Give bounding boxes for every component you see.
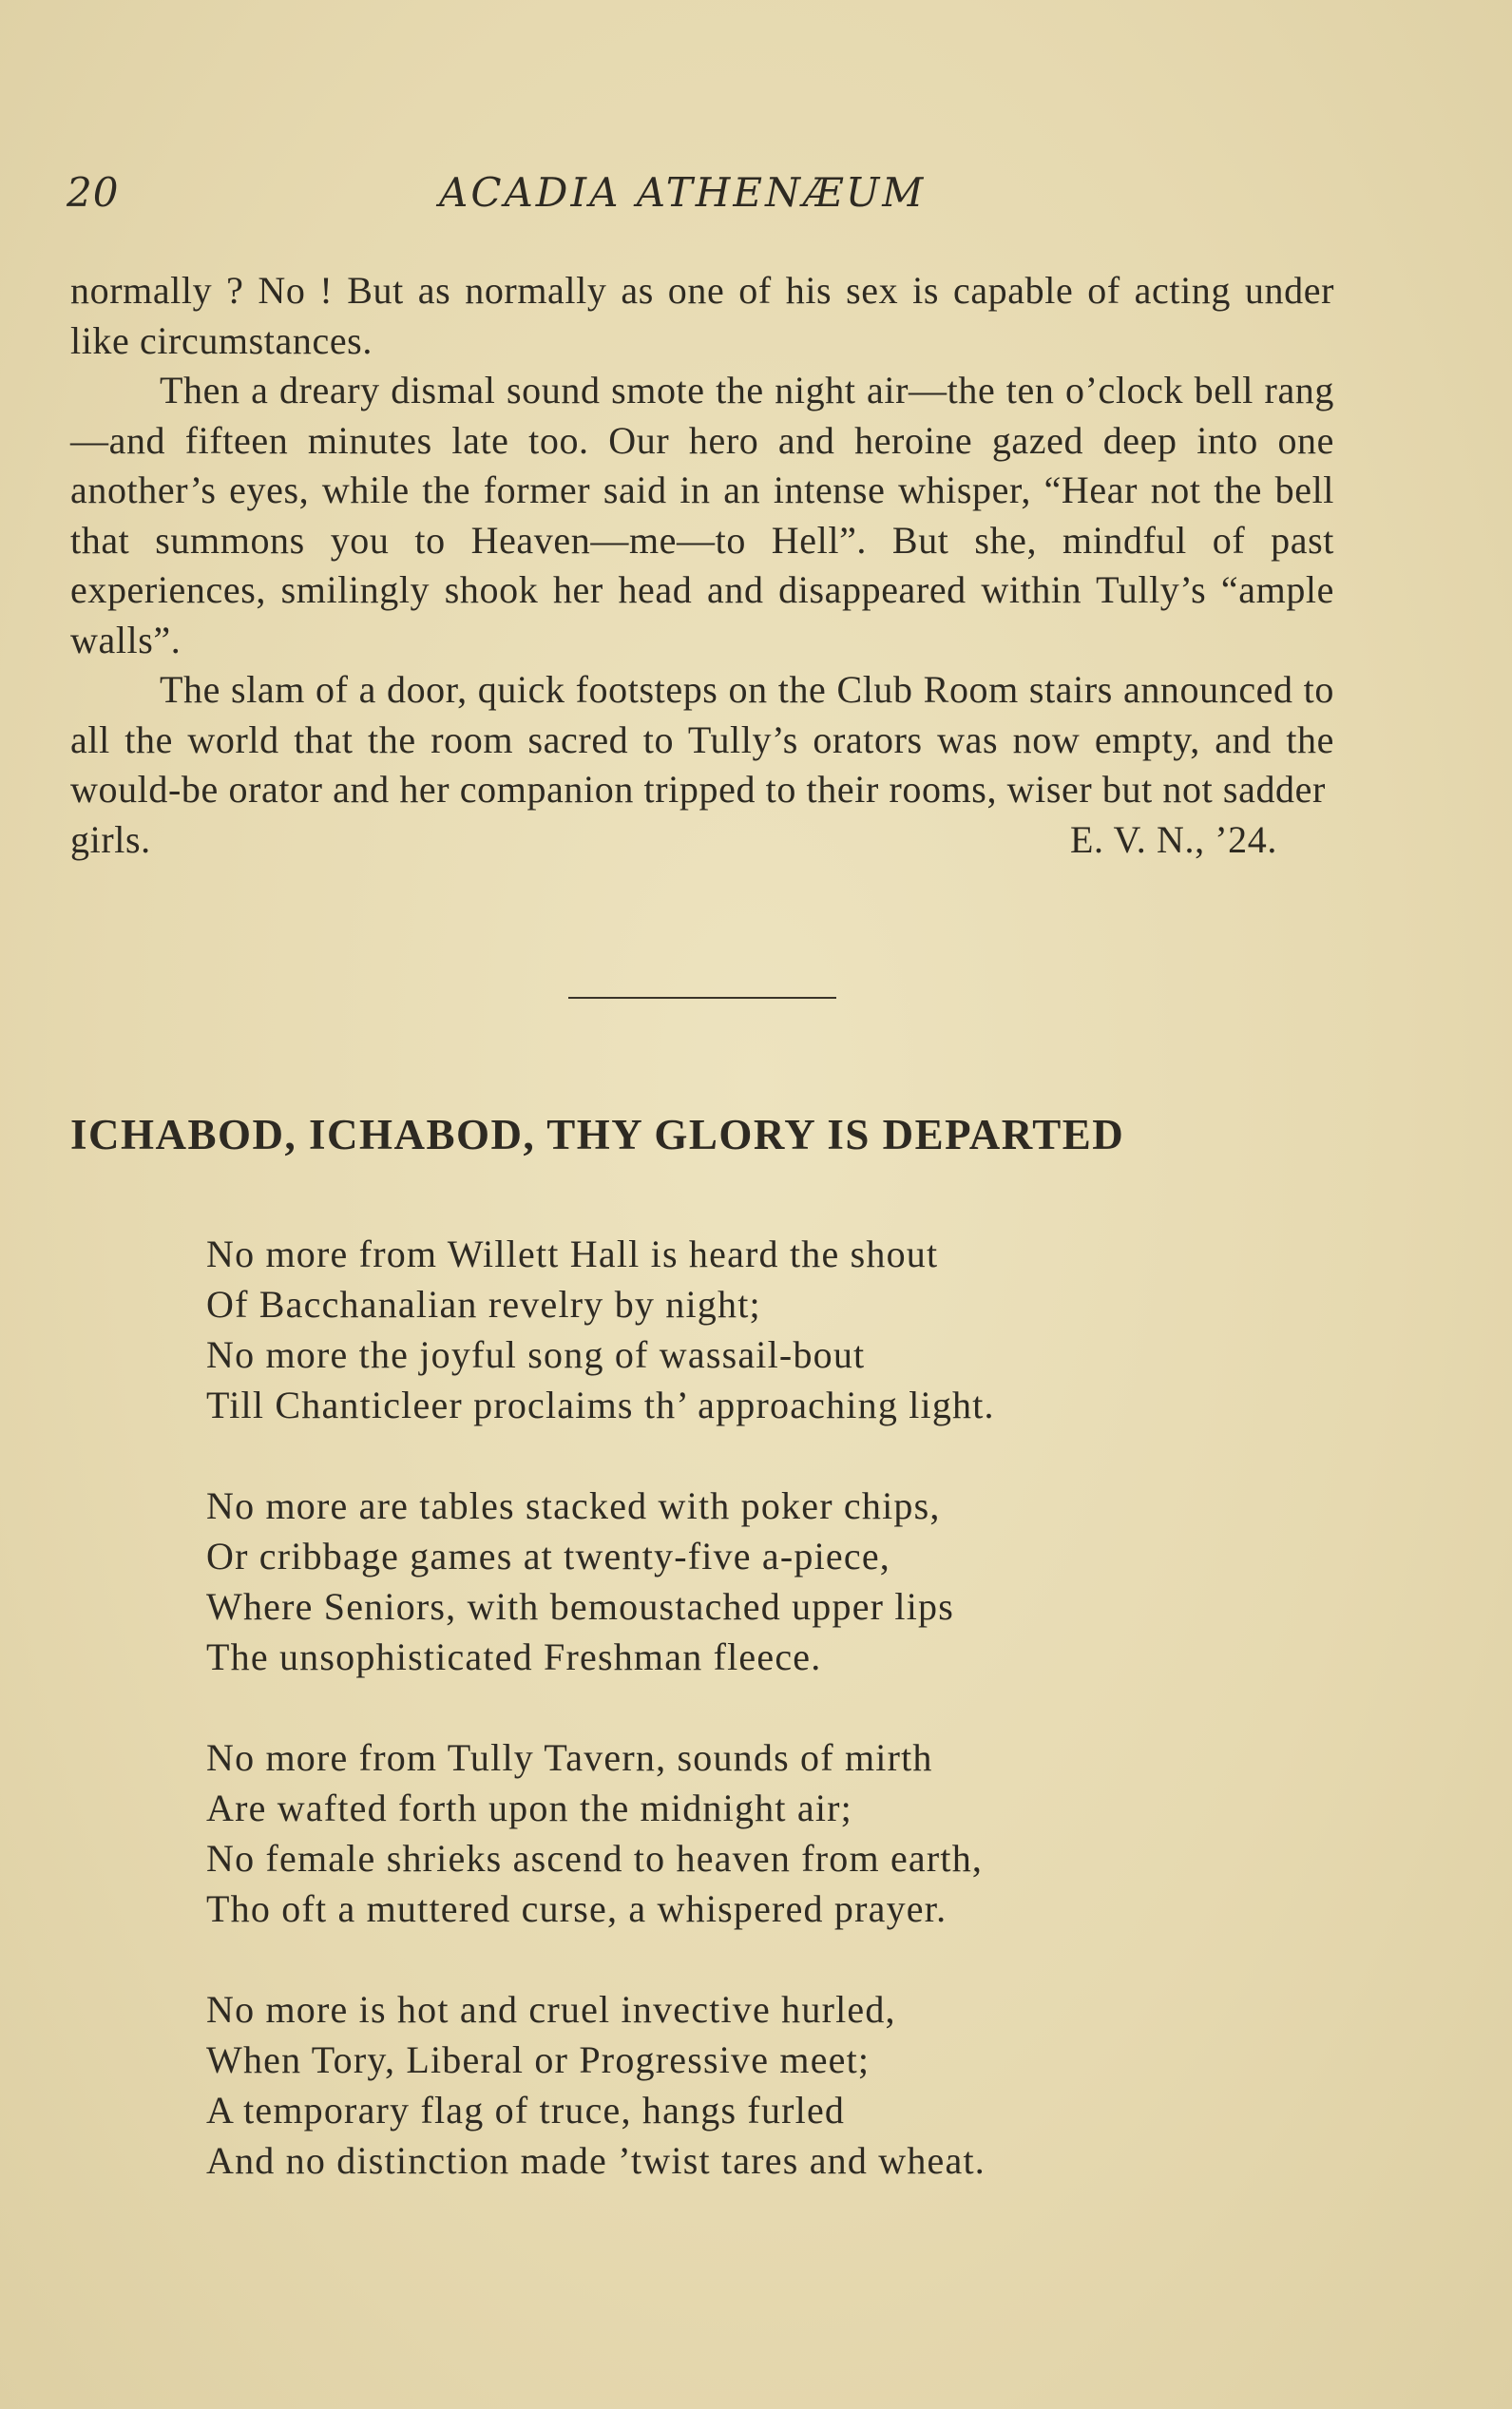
verse-line: Of Bacchanalian revelry by night; (206, 1283, 761, 1326)
verse-line: Till Chanticleer proclaims th’ approaching light. (206, 1384, 995, 1426)
prose-paragraph: Then a dreary dismal sound smote the night air—the ten o’clock bell rang—and fifteen minutes late too. Our hero and heroine gazed deep into one another’s eyes, while the former said in an intense whisper, “Hear not the bell that summons you to Heaven—me—to Hell”. But she, mindful of past experiences, smilingly shook her head and disappeared within Tully’s “ample walls”. (70, 369, 1334, 661)
verse-line: And no distinction made ’twist tares and wheat. (206, 2139, 986, 2182)
article-prose (70, 266, 1334, 865)
verse-line: No female shrieks ascend to heaven from earth, (206, 1837, 984, 1880)
verse-line: The unsophisticated Freshman fleece. (206, 1635, 822, 1678)
verse-line: No more from Willett Hall is heard the shout (206, 1233, 939, 1275)
signoff-line (70, 815, 1334, 865)
verse-line: A temporary flag of truce, hangs furled (206, 2089, 846, 2132)
section-divider (568, 997, 836, 999)
poem (206, 1229, 1299, 2236)
verse-line: Or cribbage games at twenty-five a-piece, (206, 1535, 890, 1577)
author-signature: E. V. N., ’24. (1069, 817, 1277, 861)
journal-title: ACADIA ATHENÆUM (439, 169, 927, 216)
running-head (67, 169, 1340, 236)
verse-line: No more is hot and cruel invective hurled, (206, 1988, 896, 2031)
verse-line: No more from Tully Tavern, sounds of mirth (206, 1736, 933, 1779)
page-number: 20 (67, 169, 120, 216)
poem-stanza (206, 1984, 1299, 2186)
verse-line: Where Seniors, with bemoustached upper lips (206, 1585, 954, 1628)
verse-line: Are wafted forth upon the midnight air; (206, 1787, 852, 1829)
poem-stanza (206, 1732, 1299, 1934)
verse-line: When Tory, Liberal or Progressive meet; (206, 2038, 871, 2081)
prose-paragraph: The slam of a door, quick footsteps on the Club Room stairs announced to all the world that the room sacred to Tully’s orators was now empty, and the would-be orator and her companion tripped to their rooms, wiser but not sadder (70, 668, 1334, 811)
prose-paragraph: normally ? No ! But as normally as one of his sex is capable of acting under like circumstances. (70, 269, 1334, 362)
closing-word: girls. (70, 817, 151, 861)
verse-line: No more the joyful song of wassail-bout (206, 1333, 866, 1376)
poem-title: ICHABOD, ICHABOD, THY GLORY IS DEPARTED (70, 1111, 1125, 1158)
poem-stanza (206, 1481, 1299, 1682)
verse-line: No more are tables stacked with poker chips, (206, 1484, 941, 1527)
verse-line: Tho oft a muttered curse, a whispered prayer. (206, 1887, 947, 1930)
poem-stanza (206, 1229, 1299, 1430)
